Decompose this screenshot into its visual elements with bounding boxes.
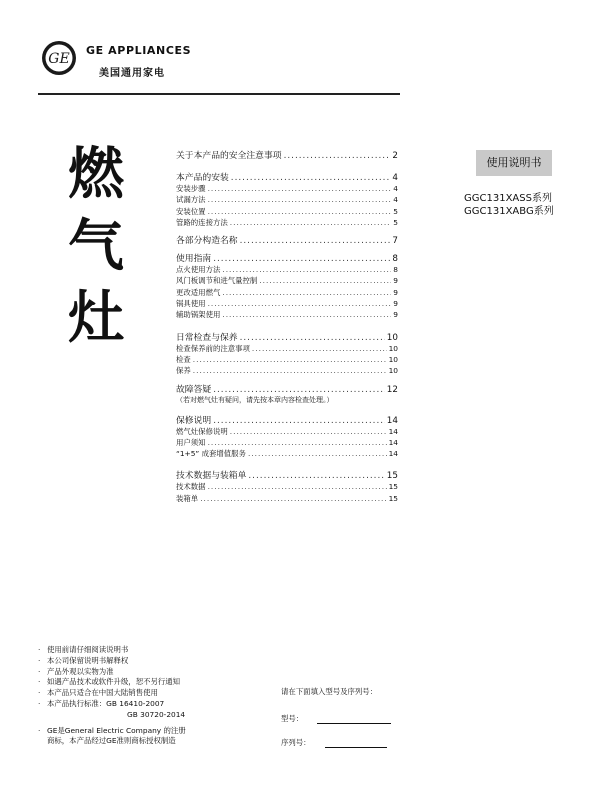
note-item-cont: 商标，本产品经过GE准则商标授权制造 xyxy=(47,736,176,746)
toc-section-troubleshoot[interactable]: 故障答疑 ..... 12 xyxy=(176,382,398,395)
model-field[interactable] xyxy=(281,713,391,724)
model-input-line[interactable] xyxy=(317,715,391,724)
usage-notes xyxy=(38,645,268,747)
toc-section-maintenance[interactable]: 日常检查与保养 ..... 10 xyxy=(176,330,398,343)
toc-section-install[interactable]: 本产品的安装 ..... 4 xyxy=(176,170,398,183)
toc-item[interactable]: 安装位置 ..... 5 xyxy=(176,206,398,217)
note-item: · 本产品执行标准：GB 16410-2007 xyxy=(38,698,165,708)
toc-item[interactable]: 燃气灶保修说明 ..... 14 xyxy=(176,426,398,437)
note-item: · GE是General Electric Company 的注册 xyxy=(38,725,186,735)
toc-section-warranty[interactable]: 保修说明 ..... 14 xyxy=(176,413,398,426)
toc-item[interactable]: 更改适用燃气 ..... 9 xyxy=(176,287,398,298)
toc-item[interactable]: 点火使用方法 ..... 8 xyxy=(176,264,398,275)
toc-item[interactable]: 管路的连接方法 ..... 5 xyxy=(176,217,398,228)
toc-item[interactable]: 装箱单 ..... 15 xyxy=(176,493,398,504)
svg-text:GE: GE xyxy=(48,51,70,67)
note-item: · 使用前请仔细阅读说明书 xyxy=(38,645,129,654)
model-series-1: GGC131XASS系列 xyxy=(464,193,552,204)
toc-section-tech[interactable]: 技术数据与装箱单 ..... 15 xyxy=(176,468,398,481)
title-char-1: 燃 xyxy=(68,141,124,207)
serial-label: 序列号： xyxy=(281,738,311,747)
serial-field[interactable] xyxy=(281,737,387,748)
toc-item[interactable]: 检查 ..... 10 xyxy=(176,354,398,365)
title-char-2: 气 xyxy=(68,213,124,279)
toc-item[interactable]: 辅助锅架使用 ..... 9 xyxy=(176,309,398,320)
toc-item[interactable]: “1+5” 成套增值服务 ..... 14 xyxy=(176,448,398,459)
note-item: · 如遇产品技术或软件升级，恕不另行通知 xyxy=(38,677,181,687)
toc-section-safety[interactable]: 关于本产品的安全注意事项 ..... 2 xyxy=(176,148,398,161)
manual-label-badge: 使用说明书 xyxy=(476,150,552,176)
note-item-standard-2: GB 30720-2014 xyxy=(127,709,186,719)
note-item: · 产品外观以实物为准 xyxy=(38,666,114,676)
brand-name-en: GE APPLIANCES xyxy=(86,44,192,57)
toc-troubleshoot-note: （若对燃气灶有疑问，请先按本章内容检查处理。） xyxy=(176,395,334,404)
model-label: 型号： xyxy=(281,714,304,723)
model-series-2: GGC131XABG系列 xyxy=(464,206,554,217)
table-of-contents xyxy=(176,148,398,504)
toc-item[interactable]: 技术数据 ..... 15 xyxy=(176,481,398,492)
toc-item[interactable]: 试漏方法 ..... 4 xyxy=(176,194,398,205)
toc-item[interactable]: 锅具使用 ..... 9 xyxy=(176,298,398,309)
fill-in-hint: 请在下面填入型号及序列号： xyxy=(281,687,378,696)
header-divider xyxy=(38,93,400,95)
serial-input-line[interactable] xyxy=(325,739,387,748)
brand-name-cn: 美国通用家电 xyxy=(99,68,165,79)
note-item: · 本产品只适合在中国大陆销售使用 xyxy=(38,688,158,698)
title-char-3: 灶 xyxy=(68,285,124,351)
toc-item[interactable]: 用户须知 ..... 14 xyxy=(176,437,398,448)
toc-section-usage[interactable]: 使用指南 ..... 8 xyxy=(176,251,398,264)
toc-item[interactable]: 安装步骤 ..... 4 xyxy=(176,183,398,194)
toc-item[interactable]: 风门板调节和进气量控制 ..... 9 xyxy=(176,275,398,286)
toc-item[interactable]: 检查保养前的注意事项 ..... 10 xyxy=(176,343,398,354)
note-item: · 本公司保留说明书解释权 xyxy=(38,655,129,665)
toc-section-parts[interactable]: 各部分构造名称 ..... 7 xyxy=(176,233,398,246)
ge-monogram-icon xyxy=(41,40,77,76)
toc-item[interactable]: 保养 ..... 10 xyxy=(176,365,398,376)
